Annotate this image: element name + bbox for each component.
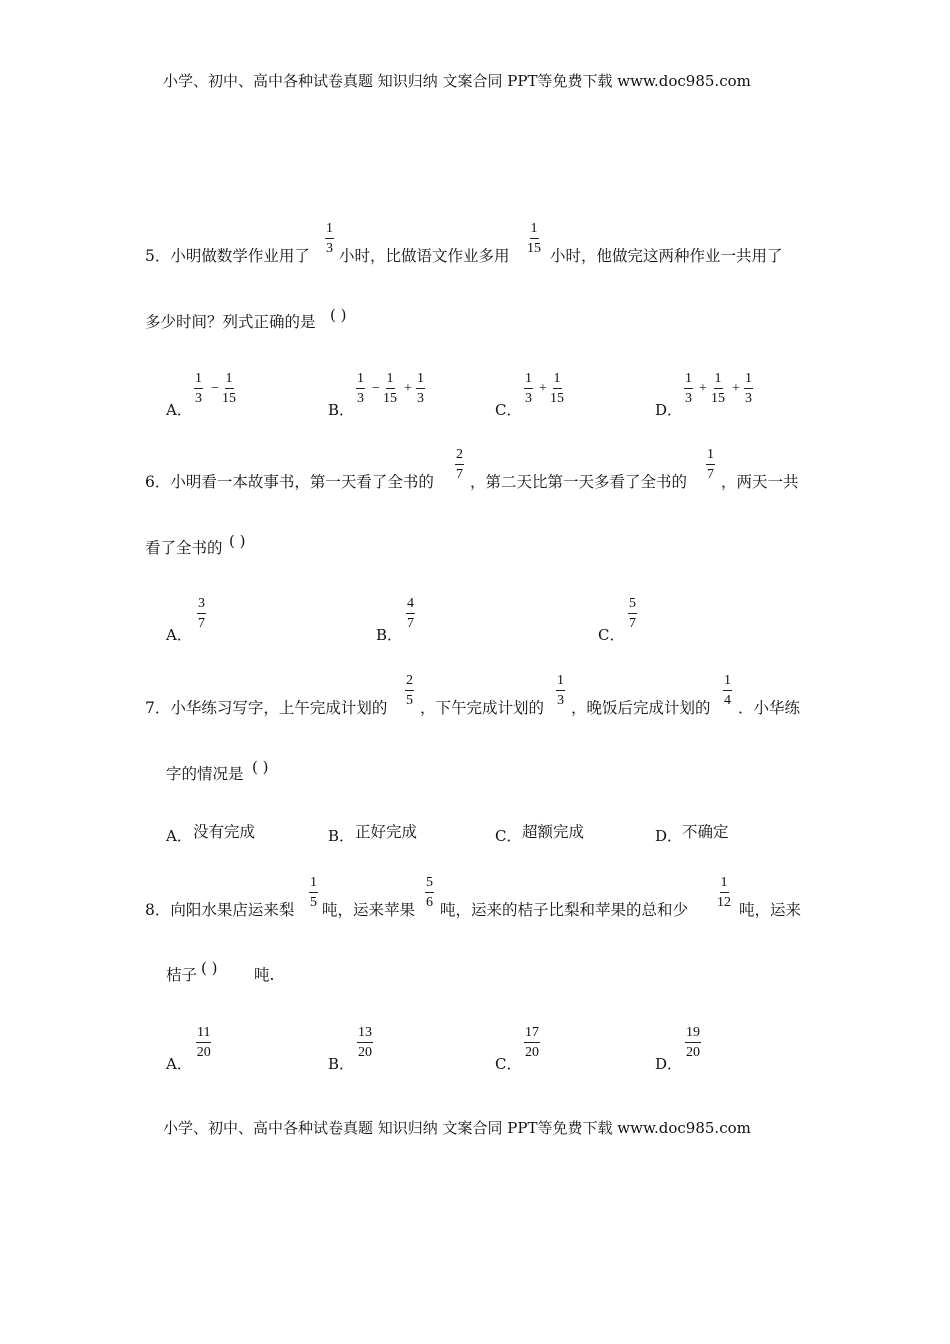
q8-text-2: 吨，运来苹果: [322, 901, 416, 919]
q7-option-a-label: A．: [166, 827, 192, 845]
page-header: 小学、初中、高中各种试卷真题 知识归纳 文案合同 PPT等免费下载 www.doc985.com: [163, 72, 751, 90]
q6-fraction-1: 2 7: [456, 447, 463, 482]
q5-option-a-op-1: −: [211, 381, 219, 396]
q5-text-line2: 多少时间？列式正确的是: [145, 313, 316, 331]
q7-option-d-label: D．: [655, 827, 683, 845]
q7-option-c-label: C．: [495, 827, 522, 845]
q7-option-b-text: 正好完成: [355, 823, 418, 841]
q8-fraction-1: 1 5: [310, 875, 317, 910]
q5-option-b-label: B．: [328, 401, 355, 419]
q5-option-d-op-1: +: [699, 381, 707, 396]
q5-option-b-frac-2: 1 15: [383, 371, 397, 406]
q5-option-d-op-2: +: [732, 381, 740, 396]
q5-text-1: 5．小明做数学作业用了: [145, 247, 310, 265]
q5-answer-blank: ( ): [330, 306, 347, 324]
q8-answer-blank: ( ): [201, 959, 218, 977]
q5-option-b-op-1: −: [372, 381, 380, 396]
q5-option-d-frac-1: 1 3: [685, 371, 692, 406]
q7-text-line2: 字的情况是: [166, 765, 244, 783]
q5-option-a-frac-1: 1 3: [195, 371, 202, 406]
q5-option-d-frac-3: 1 3: [745, 371, 752, 406]
q6-text-line2: 看了全书的: [145, 539, 223, 557]
q7-fraction-3: 1 4: [724, 673, 731, 708]
q7-option-a-text: 没有完成: [193, 823, 256, 841]
q5-fraction-2: 1 15: [527, 221, 541, 256]
q5-fraction-1: 1 3: [326, 221, 333, 256]
page-footer: 小学、初中、高中各种试卷真题 知识归纳 文案合同 PPT等免费下载 www.doc985.com: [163, 1119, 751, 1137]
q5-text-3: 小时，他做完这两种作业一共用了: [550, 247, 783, 265]
q6-option-a-fraction: 3 7: [198, 596, 205, 631]
q6-fraction-2: 1 7: [707, 447, 714, 482]
q6-option-a-label: A．: [166, 626, 192, 644]
q8-option-c-fraction: 17 20: [525, 1025, 539, 1060]
q6-text-3: ，两天一共: [721, 473, 799, 491]
q8-fraction-2: 5 6: [426, 875, 433, 910]
q5-option-d-frac-2: 1 15: [711, 371, 725, 406]
q7-fraction-2: 1 3: [557, 673, 564, 708]
q5-option-c-frac-1: 1 3: [525, 371, 532, 406]
q8-option-a-fraction: 11 20: [196, 1025, 211, 1060]
q5-option-c-op-1: +: [539, 381, 547, 396]
q5-option-a-label: A．: [166, 401, 192, 419]
q7-fraction-1: 2 5: [406, 673, 413, 708]
q8-fraction-3: 1 12: [717, 875, 731, 910]
q5-option-c-frac-2: 1 15: [550, 371, 564, 406]
q6-answer-blank: ( ): [229, 532, 246, 550]
q6-option-c-label: C．: [598, 626, 625, 644]
q6-option-b-label: B．: [376, 626, 403, 644]
q6-text-2: ，第二天比第一天多看了全书的: [470, 473, 688, 491]
q8-text-3: 吨，运来的桔子比梨和苹果的总和少: [440, 901, 689, 919]
q8-text-line2-b: 吨.: [254, 966, 275, 984]
q5-option-c-label: C．: [495, 401, 522, 419]
q5-option-b-frac-3: 1 3: [417, 371, 424, 406]
q8-option-a-label: A．: [166, 1055, 192, 1073]
q8-option-d-fraction: 19 20: [686, 1025, 700, 1060]
q7-option-d-text: 不确定: [682, 823, 729, 841]
q6-option-b-fraction: 4 7: [407, 596, 414, 631]
q7-text-4: ．小华练: [738, 699, 801, 717]
q5-option-d-label: D．: [655, 401, 683, 419]
q8-option-c-label: C．: [495, 1055, 522, 1073]
q5-text-2: 小时，比做语文作业多用: [339, 247, 510, 265]
q6-text-1: 6．小明看一本故事书，第一天看了全书的: [145, 473, 434, 491]
q7-text-1: 7．小华练习写字，上午完成计划的: [145, 699, 388, 717]
q5-option-b-frac-1: 1 3: [357, 371, 364, 406]
q7-answer-blank: ( ): [252, 758, 269, 776]
q5-option-a-frac-2: 1 15: [222, 371, 236, 406]
q8-text-line2-a: 桔子: [166, 966, 198, 984]
q8-option-d-label: D．: [655, 1055, 683, 1073]
q7-option-c-text: 超额完成: [522, 823, 585, 841]
q7-option-b-label: B．: [328, 827, 355, 845]
q8-text-4: 吨，运来: [739, 901, 802, 919]
q8-text-1: 8．向阳水果店运来梨: [145, 901, 295, 919]
q8-option-b-label: B．: [328, 1055, 355, 1073]
q7-text-3: ，晚饭后完成计划的: [571, 699, 711, 717]
q5-option-b-op-2: +: [404, 381, 412, 396]
q6-option-c-fraction: 5 7: [629, 596, 636, 631]
q8-option-b-fraction: 13 20: [358, 1025, 372, 1060]
q7-text-2: ，下午完成计划的: [420, 699, 545, 717]
